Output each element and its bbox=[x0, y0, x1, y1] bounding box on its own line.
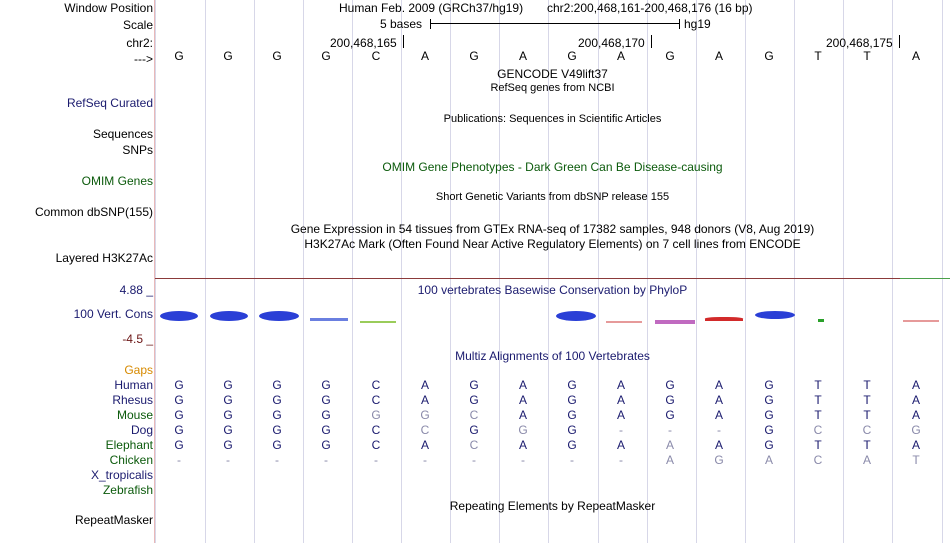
alignment-base: G bbox=[272, 378, 282, 392]
alignment-base: C bbox=[371, 438, 381, 452]
alignment-base: A bbox=[616, 393, 625, 407]
species-label[interactable]: Mouse bbox=[116, 408, 153, 422]
alignment-base: A bbox=[714, 378, 723, 392]
reference-base: C bbox=[371, 49, 381, 63]
alignment-base: C bbox=[813, 453, 823, 467]
alignment-base: - bbox=[275, 453, 279, 467]
alignment-base: - bbox=[472, 453, 476, 467]
alignment-base: G bbox=[174, 438, 184, 452]
alignment-base: A bbox=[518, 408, 527, 422]
cons-min-label: -4.5 _ bbox=[122, 332, 153, 346]
alignment-base: G bbox=[567, 408, 577, 422]
alignment-base: A bbox=[420, 393, 429, 407]
omim-track-title: OMIM Gene Phenotypes - Dark Green Can Be Disease-causing bbox=[382, 160, 723, 174]
strand-label: ---> bbox=[134, 52, 153, 66]
coord-tick: 200,468,170 bbox=[578, 36, 645, 50]
alignment-base: G bbox=[174, 408, 184, 422]
alignment-base: - bbox=[570, 453, 574, 467]
reference-base: G bbox=[321, 49, 331, 63]
alignment-base: G bbox=[223, 438, 233, 452]
reference-base: A bbox=[518, 49, 527, 63]
alignment-base: A bbox=[420, 438, 429, 452]
gaps-label[interactable]: Gaps bbox=[124, 363, 153, 377]
scale-label: Scale bbox=[122, 18, 153, 32]
alignment-base: A bbox=[518, 378, 527, 392]
alignment-base: T bbox=[814, 393, 822, 407]
alignment-base: G bbox=[272, 423, 282, 437]
coord-tick: 200,468,165 bbox=[330, 36, 397, 50]
alignment-base: C bbox=[862, 423, 872, 437]
alignment-base: G bbox=[321, 438, 331, 452]
alignment-base: A bbox=[714, 438, 723, 452]
alignment-base: A bbox=[616, 438, 625, 452]
alignment-base: A bbox=[764, 453, 773, 467]
chrom-label: chr2: bbox=[126, 36, 153, 50]
reference-base: A bbox=[911, 49, 920, 63]
omim-genes-label[interactable]: OMIM Genes bbox=[81, 174, 153, 188]
alignment-base: - bbox=[177, 453, 181, 467]
alignment-base: G bbox=[321, 423, 331, 437]
alignment-base: A bbox=[714, 393, 723, 407]
layered-h3k27ac-label[interactable]: Layered H3K27Ac bbox=[55, 251, 153, 265]
alignment-base: C bbox=[420, 423, 430, 437]
alignment-base: G bbox=[469, 423, 479, 437]
common-dbsnp-label[interactable]: Common dbSNP(155) bbox=[34, 205, 153, 219]
alignment-base: T bbox=[814, 408, 822, 422]
h3k27ac-track-title: H3K27Ac Mark (Often Found Near Active Regulatory Elements) on 7 cell lines from ENCODE bbox=[304, 237, 801, 251]
alignment-base: - bbox=[374, 453, 378, 467]
alignment-base: G bbox=[223, 393, 233, 407]
alignment-base: G bbox=[764, 423, 774, 437]
coord-tick: 200,468,175 bbox=[826, 36, 893, 50]
alignment-base: T bbox=[814, 438, 822, 452]
alignment-base: - bbox=[521, 453, 525, 467]
alignment-base: G bbox=[223, 378, 233, 392]
alignment-base: T bbox=[814, 378, 822, 392]
alignment-base: G bbox=[764, 438, 774, 452]
alignment-base: G bbox=[567, 423, 577, 437]
alignment-base: C bbox=[469, 408, 479, 422]
alignment-base: T bbox=[863, 378, 871, 392]
alignment-base: A bbox=[911, 393, 920, 407]
alignment-base: G bbox=[223, 423, 233, 437]
alignment-base: G bbox=[518, 423, 528, 437]
species-label[interactable]: Elephant bbox=[105, 438, 153, 452]
alignment-base: G bbox=[321, 393, 331, 407]
gtex-track-title: Gene Expression in 54 tissues from GTEx RNA-seq of 17382 samples, 948 donors (V8, Aug 2019) bbox=[290, 222, 815, 236]
alignment-base: G bbox=[371, 408, 381, 422]
cons-logo-t bbox=[818, 319, 824, 322]
alignment-base: G bbox=[665, 408, 675, 422]
refseq-curated-label[interactable]: RefSeq Curated bbox=[66, 96, 153, 110]
gencode-track-title[interactable]: GENCODE V49lift37 bbox=[497, 67, 608, 81]
snps-label[interactable]: SNPs bbox=[122, 143, 153, 157]
multiz-track-title: Multiz Alignments of 100 Vertebrates bbox=[455, 349, 650, 363]
alignment-base: A bbox=[665, 453, 674, 467]
alignment-base: G bbox=[469, 393, 479, 407]
alignment-base: T bbox=[863, 438, 871, 452]
alignment-base: A bbox=[518, 438, 527, 452]
scale-bar bbox=[430, 19, 680, 29]
alignment-base: G bbox=[272, 438, 282, 452]
alignment-base: G bbox=[911, 423, 921, 437]
alignment-base: G bbox=[223, 408, 233, 422]
cons-logo-g bbox=[755, 311, 795, 319]
alignment-base: A bbox=[714, 408, 723, 422]
cons-logo-g bbox=[259, 311, 299, 321]
alignment-base: - bbox=[717, 423, 721, 437]
alignment-base: G bbox=[272, 408, 282, 422]
alignment-base: C bbox=[813, 423, 823, 437]
reference-base: G bbox=[223, 49, 233, 63]
species-label[interactable]: Human bbox=[114, 378, 153, 392]
repeatmasker-track-title: Repeating Elements by RepeatMasker bbox=[449, 499, 656, 513]
alignment-base: A bbox=[911, 408, 920, 422]
reference-base: G bbox=[567, 49, 577, 63]
alignment-base: A bbox=[911, 438, 920, 452]
reference-base: T bbox=[814, 49, 822, 63]
sequences-label[interactable]: Sequences bbox=[92, 127, 153, 141]
alignment-base: G bbox=[567, 393, 577, 407]
refseq-track-title: RefSeq genes from NCBI bbox=[490, 82, 615, 94]
cons-logo-g bbox=[210, 311, 248, 321]
cons-logo-a bbox=[606, 321, 642, 323]
cons-max-label: 4.88 _ bbox=[119, 283, 153, 297]
reference-base: G bbox=[469, 49, 479, 63]
alignment-base: - bbox=[324, 453, 328, 467]
reference-base: A bbox=[420, 49, 429, 63]
scale-db: hg19 bbox=[684, 17, 711, 31]
cons-track-label[interactable]: 100 Vert. Cons bbox=[73, 307, 153, 321]
alignment-base: A bbox=[665, 438, 674, 452]
alignment-base: G bbox=[174, 378, 184, 392]
alignment-base: G bbox=[420, 408, 430, 422]
cons-logo-c bbox=[360, 321, 396, 323]
alignment-base: - bbox=[619, 453, 623, 467]
alignment-base: G bbox=[174, 423, 184, 437]
alignment-base: G bbox=[764, 378, 774, 392]
coord-tick-mark bbox=[651, 35, 652, 48]
dbsnp-track-title: Short Genetic Variants from dbSNP release 155 bbox=[435, 191, 670, 203]
alignment-base: A bbox=[616, 378, 625, 392]
coord-tick-mark bbox=[899, 35, 900, 48]
alignment-base: A bbox=[911, 378, 920, 392]
reference-base: A bbox=[714, 49, 723, 63]
alignment-base: C bbox=[371, 393, 381, 407]
h3k27ac-signal-line bbox=[155, 278, 900, 279]
reference-base: T bbox=[863, 49, 871, 63]
scale-value: 5 bases bbox=[380, 17, 423, 31]
repeatmasker-label[interactable]: RepeatMasker bbox=[74, 513, 153, 527]
alignment-base: - bbox=[226, 453, 230, 467]
species-label[interactable]: Dog bbox=[130, 423, 153, 437]
alignment-base: T bbox=[863, 393, 871, 407]
species-label[interactable]: Rhesus bbox=[112, 393, 153, 407]
reference-base: G bbox=[272, 49, 282, 63]
alignment-base: G bbox=[174, 393, 184, 407]
reference-base: G bbox=[665, 49, 675, 63]
cons-logo-g bbox=[556, 311, 596, 321]
alignment-base: A bbox=[616, 408, 625, 422]
alignment-base: A bbox=[518, 393, 527, 407]
alignment-base: G bbox=[567, 378, 577, 392]
cons-track-title: 100 vertebrates Basewise Conservation by PhyloP bbox=[417, 283, 688, 297]
alignment-base: G bbox=[469, 378, 479, 392]
alignment-base: G bbox=[321, 378, 331, 392]
species-label[interactable]: Chicken bbox=[109, 453, 153, 467]
alignment-base: - bbox=[423, 453, 427, 467]
alignment-base: - bbox=[668, 423, 672, 437]
alignment-base: T bbox=[863, 408, 871, 422]
cons-logo-g bbox=[160, 311, 198, 321]
species-label[interactable]: Zebrafish bbox=[102, 483, 153, 497]
publications-track-title: Publications: Sequences in Scientific Articles bbox=[443, 113, 662, 125]
h3k27ac-signal-line bbox=[900, 278, 950, 279]
assembly-text: Human Feb. 2009 (GRCh37/hg19) bbox=[339, 1, 524, 15]
alignment-base: A bbox=[862, 453, 871, 467]
alignment-base: G bbox=[321, 408, 331, 422]
alignment-base: G bbox=[714, 453, 724, 467]
species-label[interactable]: X_tropicalis bbox=[90, 468, 153, 482]
cons-logo-a bbox=[903, 320, 939, 322]
alignment-base: C bbox=[469, 438, 479, 452]
alignment-base: T bbox=[912, 453, 920, 467]
reference-base: G bbox=[764, 49, 774, 63]
alignment-base: C bbox=[371, 423, 381, 437]
alignment-base: G bbox=[764, 408, 774, 422]
cons-logo-g-small bbox=[310, 318, 348, 321]
cons-logo-a bbox=[705, 317, 743, 321]
alignment-base: - bbox=[619, 423, 623, 437]
alignment-base: G bbox=[665, 378, 675, 392]
alignment-base: G bbox=[567, 438, 577, 452]
cons-logo-g-small bbox=[655, 320, 695, 324]
alignment-base: A bbox=[420, 378, 429, 392]
position-text[interactable]: chr2:200,468,161-200,468,176 (16 bp) bbox=[547, 1, 753, 15]
window-position-label: Window Position bbox=[64, 1, 153, 15]
reference-base: A bbox=[616, 49, 625, 63]
alignment-base: C bbox=[371, 378, 381, 392]
alignment-base: G bbox=[272, 393, 282, 407]
reference-base: G bbox=[174, 49, 184, 63]
alignment-base: G bbox=[764, 393, 774, 407]
alignment-base: G bbox=[665, 393, 675, 407]
coord-tick-mark bbox=[403, 35, 404, 48]
